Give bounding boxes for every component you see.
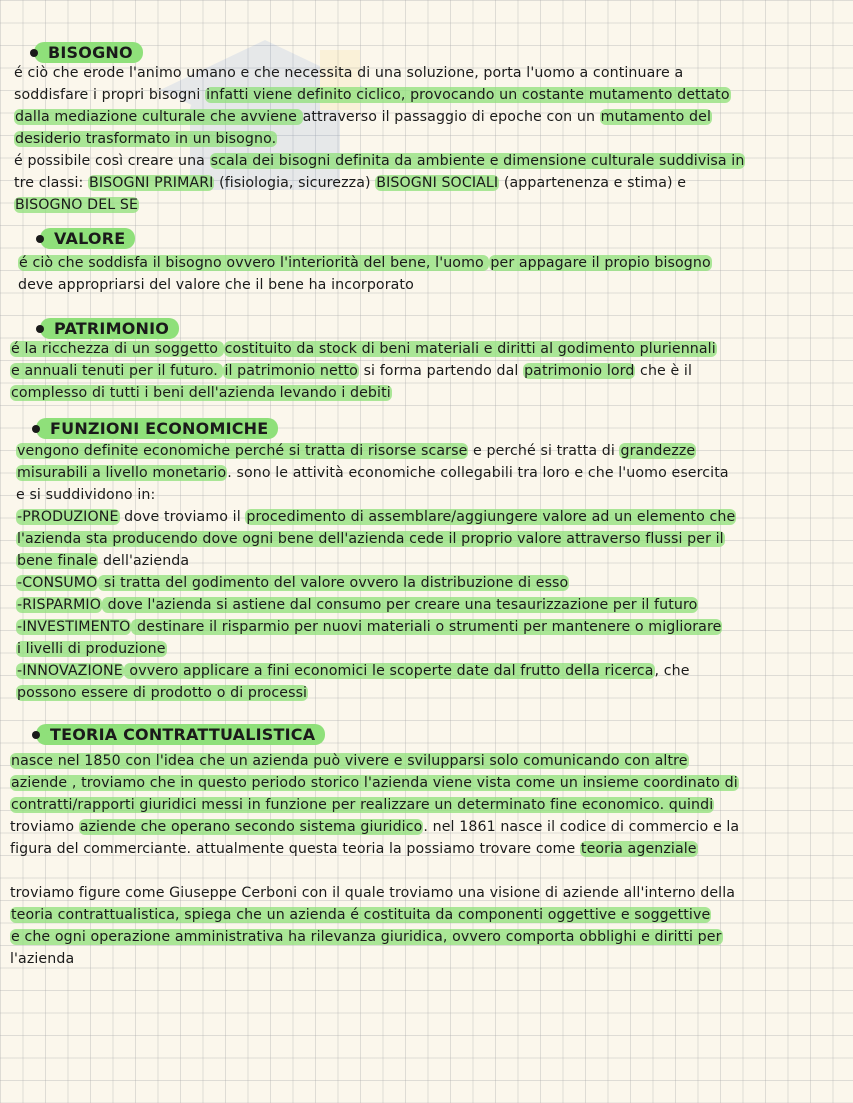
bullet-icon: [36, 325, 44, 333]
text-line: é ciò che erode l'animo umano e che necessita di una soluzione, porta l'uomo a continuare a: [14, 65, 684, 81]
text-line: l'azienda: [10, 951, 75, 967]
text-line: desiderio trasformato in un bisogno.: [15, 131, 277, 147]
text-line: -PRODUZIONE dove troviamo il procedimento di assemblare/aggiungere valore ad un elemento che: [17, 509, 736, 525]
text-line: -INVESTIMENTO destinare il risparmio per nuovi materiali o strumenti per mantenere o migliorare: [17, 619, 722, 635]
text-line: deve appropriarsi del valore che il bene ha incorporato: [18, 277, 414, 293]
text-line: troviamo aziende che operano secondo sistema giuridico. nel 1861 nasce il codice di commercio e la: [10, 819, 740, 835]
text-line: figura del commerciante. attualmente questa teoria la possiamo trovare come teoria agenziale: [10, 841, 697, 857]
text-line: -INNOVAZIONE ovvero applicare a fini economici le scoperte date dal frutto della ricerca, che: [17, 663, 690, 679]
bullet-icon: [36, 235, 44, 243]
text-line: BISOGNO DEL SE: [15, 197, 139, 213]
text-line: aziende , troviamo che in questo periodo storico l'azienda viene vista come un insieme coordinato di: [11, 775, 738, 791]
text-line: vengono definite economiche perché si tratta di risorse scarse e perché si tratta di grandezze: [17, 443, 696, 459]
paragraph-patrimonio: [10, 338, 717, 404]
text-line: teoria contrattualistica, spiega che un azienda é costituita da componenti oggettive e soggettive: [11, 907, 711, 923]
text-line: possono essere di prodotto o di processi: [17, 685, 308, 701]
text-line: contratti/rapporti giuridici messi in funzione per realizzare un determinato fine economico. quindi: [11, 797, 714, 813]
text-line: e che ogni operazione amministrativa ha rilevanza giuridica, ovvero comporta obblighi e diritti per: [11, 929, 722, 945]
paragraph-valore: [18, 252, 712, 296]
heading-bisogno: BISOGNO: [30, 42, 143, 64]
paragraph-bisogno: [14, 62, 745, 216]
bullet-icon: [32, 425, 40, 433]
heading-teoria-contrattualistica: TEORIA CONTRATTUALISTICA: [32, 724, 325, 746]
text-line: dalla mediazione culturale che avviene attraverso il passaggio di epoche con un mutamento del: [15, 109, 712, 125]
text-line: e annuali tenuti per il futuro. il patrimonio netto si forma partendo dal patrimonio lord che è il: [11, 363, 692, 379]
text-line: l'azienda sta producendo dove ogni bene dell'azienda cede il proprio valore attraverso flussi per il: [17, 531, 724, 547]
text-line: misurabili a livello monetario. sono le attività economiche collegabili tra loro e che l'uomo esercita: [17, 465, 729, 481]
text-line: é la ricchezza di un soggetto costituito da stock di beni materiali e diritti al godimento pluriennali: [11, 341, 716, 357]
text-line: tre classi: BISOGNI PRIMARI (fisiologia, sicurezza) BISOGNI SOCIALI (appartenenza e stima) e: [14, 175, 687, 191]
heading-valore: VALORE: [36, 228, 135, 250]
text-line: é ciò che soddisfa il bisogno ovvero l'interiorità del bene, l'uomo per appagare il propio bisogno: [19, 255, 711, 271]
text-line: -RISPARMIO dove l'azienda si astiene dal consumo per creare una tesaurizzazione per il futuro: [17, 597, 698, 613]
text-line: é possibile così creare una scala dei bisogni definita da ambiente e dimensione culturale suddivisa in: [14, 153, 745, 169]
paragraph-funzioni: [16, 440, 736, 704]
paragraph-teoria-2: [10, 882, 735, 970]
text-line: bene finale dell'azienda: [17, 553, 190, 569]
text-line: troviamo figure come Giuseppe Cerboni con il quale troviamo una visione di aziende all'interno della: [10, 885, 736, 901]
text-line: soddisfare i propri bisogni infatti viene definito ciclico, provocando un costante mutamento dettato: [14, 87, 730, 103]
text-line: nasce nel 1850 con l'idea che un azienda può vivere e svilupparsi solo comunicando con altre: [11, 753, 688, 769]
text-line: e si suddividono in:: [16, 487, 156, 503]
bullet-icon: [32, 731, 40, 739]
bullet-icon: [30, 49, 38, 57]
paragraph-teoria-1: [10, 750, 739, 860]
text-line: i livelli di produzione: [17, 641, 166, 657]
text-line: -CONSUMO si tratta del godimento del valore ovvero la distribuzione di esso: [17, 575, 569, 591]
heading-patrimonio: PATRIMONIO: [36, 318, 179, 340]
text-line: complesso di tutti i beni dell'azienda levando i debiti: [11, 385, 391, 401]
heading-funzioni-economiche: FUNZIONI ECONOMICHE: [32, 418, 278, 440]
